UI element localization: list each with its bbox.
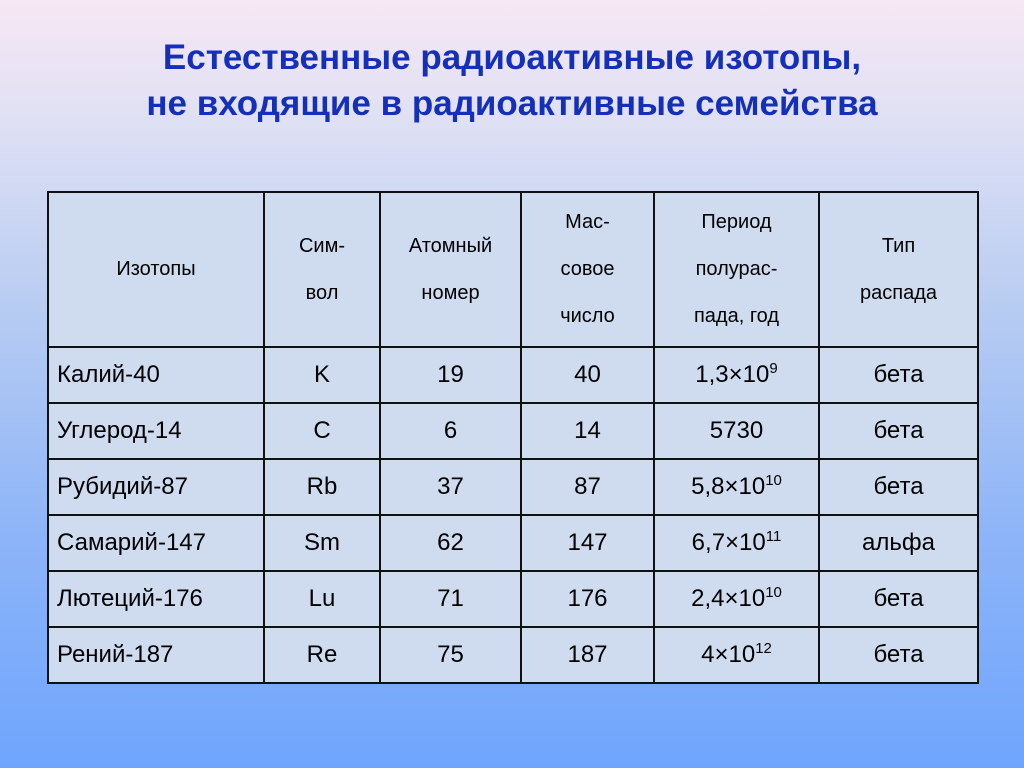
half-life-exponent: 10 — [765, 472, 782, 489]
atomic-number: 19 — [380, 347, 521, 403]
half-life-exponent: 10 — [765, 584, 782, 601]
half-life-exponent: 12 — [755, 640, 772, 657]
isotope-name: Углерод-14 — [48, 403, 264, 459]
decay-type: бета — [819, 571, 978, 627]
isotope-symbol: C — [264, 403, 380, 459]
mass-number: 147 — [521, 515, 654, 571]
mass-number: 14 — [521, 403, 654, 459]
header-atomic-number: Атомный номер — [380, 192, 521, 347]
half-life — [654, 571, 819, 627]
isotope-name: Калий-40 — [48, 347, 264, 403]
half-life — [654, 459, 819, 515]
decay-type: бета — [819, 627, 978, 683]
half-life-mantissa: 1,3×10 — [695, 361, 770, 388]
slide-title — [0, 35, 1024, 127]
header-mass-number: Мас- совое число — [521, 192, 654, 347]
half-life-mantissa: 5730 — [709, 417, 764, 444]
atomic-number: 62 — [380, 515, 521, 571]
isotope-symbol: Lu — [264, 571, 380, 627]
isotope-name: Самарий-147 — [48, 515, 264, 571]
header-symbol: Сим- вол — [264, 192, 380, 347]
mass-number: 187 — [521, 627, 654, 683]
table-row — [48, 627, 978, 683]
atomic-number: 37 — [380, 459, 521, 515]
table-row — [48, 347, 978, 403]
half-life-mantissa: 4×10 — [701, 641, 756, 668]
slide-title-line-2: не входящие в радиоактивные семейства — [146, 84, 878, 123]
table-row — [48, 515, 978, 571]
isotope-symbol: K — [264, 347, 380, 403]
decay-type: альфа — [819, 515, 978, 571]
decay-type: бета — [819, 347, 978, 403]
isotope-symbol: Sm — [264, 515, 380, 571]
mass-number: 176 — [521, 571, 654, 627]
table-header-row — [48, 192, 978, 347]
slide-title-line-1: Естественные радиоактивные изотопы, — [162, 38, 862, 77]
decay-type: бета — [819, 459, 978, 515]
half-life — [654, 403, 819, 459]
isotope-name: Лютеций-176 — [48, 571, 264, 627]
header-isotopes: Изотопы — [48, 192, 264, 347]
half-life-exponent: 11 — [765, 528, 782, 545]
atomic-number: 6 — [380, 403, 521, 459]
half-life — [654, 347, 819, 403]
half-life — [654, 627, 819, 683]
header-half-life: Период полурас- пада, год — [654, 192, 819, 347]
table-row — [48, 403, 978, 459]
half-life-exponent: 9 — [769, 360, 778, 377]
isotopes-table — [47, 191, 979, 684]
isotope-symbol: Re — [264, 627, 380, 683]
decay-type: бета — [819, 403, 978, 459]
atomic-number: 75 — [380, 627, 521, 683]
isotope-symbol: Rb — [264, 459, 380, 515]
half-life — [654, 515, 819, 571]
atomic-number: 71 — [380, 571, 521, 627]
table-row — [48, 571, 978, 627]
half-life-mantissa: 5,8×10 — [691, 473, 766, 500]
header-decay-type: Тип распада — [819, 192, 978, 347]
mass-number: 40 — [521, 347, 654, 403]
half-life-mantissa: 6,7×10 — [691, 529, 766, 556]
mass-number: 87 — [521, 459, 654, 515]
isotope-name: Рений-187 — [48, 627, 264, 683]
table-row — [48, 459, 978, 515]
half-life-mantissa: 2,4×10 — [691, 585, 766, 612]
isotope-name: Рубидий-87 — [48, 459, 264, 515]
